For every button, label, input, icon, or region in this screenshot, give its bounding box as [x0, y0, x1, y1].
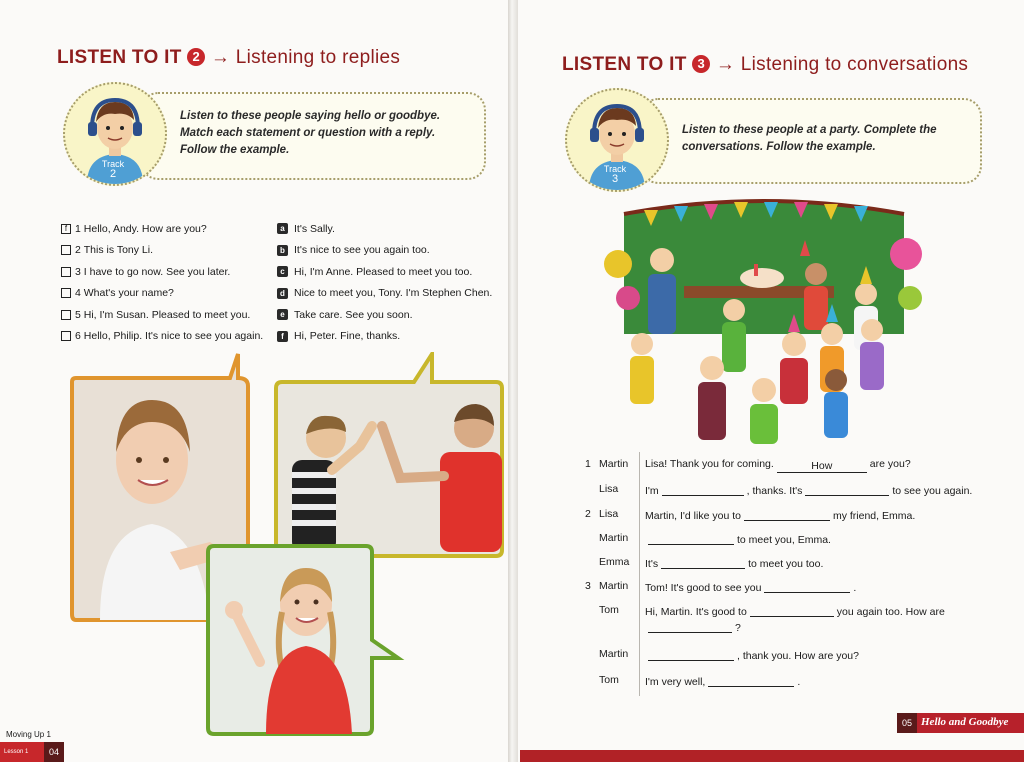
list-item [277, 261, 492, 283]
statement-text: This is Tony Li. [83, 244, 154, 257]
track-number: 2 [109, 168, 117, 180]
page-number: 04 [44, 742, 64, 762]
dialogue-text: are you? [869, 458, 911, 470]
reply-letter-badge: d [277, 288, 288, 299]
conversation-number: 3 [585, 580, 591, 592]
dialogue-text: It's [645, 558, 659, 570]
reply-letter-badge: e [277, 309, 288, 320]
instruction-line: Match each statement or question with a reply. [180, 127, 436, 139]
item-number: 3 [75, 265, 81, 278]
dialogue-text: you again too. How are [836, 606, 945, 618]
item-number: 2 [75, 244, 81, 257]
list-item [61, 240, 263, 262]
reply-text: Take care. See you soon. [294, 308, 413, 321]
heading-caps: LISTEN TO IT [562, 54, 687, 75]
conversation-number: 1 [585, 458, 591, 470]
photo-collage [60, 352, 510, 737]
reply-letter-badge: b [277, 245, 288, 256]
party-illustration [604, 194, 930, 450]
dialogue-text: I'm [645, 485, 659, 497]
speaker-name: Tom [599, 604, 619, 616]
answer-blank[interactable] [805, 483, 889, 496]
reply-text: Hi, Peter. Fine, thanks. [294, 330, 401, 343]
reply-text: It's nice to see you again too. [294, 244, 430, 257]
conversation-number: 2 [585, 508, 591, 520]
reply-text: Nice to meet you, Tony. I'm Stephen Chen. [294, 287, 493, 300]
speaker-name: Martin [599, 458, 629, 470]
dialogue-text: , thanks. It's [746, 485, 803, 497]
instruction-text [180, 108, 440, 159]
answer-blank[interactable] [661, 556, 745, 569]
statement-text: Hello, Andy. How are you? [83, 222, 207, 235]
list-item [61, 261, 263, 283]
dialogue-line [575, 620, 995, 638]
instruction-line: conversations. Follow the example. [682, 141, 876, 153]
speaker-name: Martin [599, 532, 629, 544]
list-item [277, 218, 492, 240]
reply-list [277, 218, 492, 347]
dialogue-line [575, 556, 995, 574]
dialogue-text: , thank you. How are you? [737, 650, 859, 662]
heading-arrow: → [210, 47, 231, 68]
lesson-title: Hello and Goodbye [921, 716, 1009, 728]
answer-blank[interactable] [744, 508, 830, 521]
item-number: 4 [75, 287, 81, 300]
statement-text: I have to go now. See you later. [83, 265, 231, 278]
heading-number-badge: 3 [692, 55, 710, 73]
track-number: 3 [611, 173, 619, 185]
dialogue-text: Lisa! Thank you for coming. [645, 458, 774, 470]
statement-text: Hi, I'm Susan. Pleased to meet you. [83, 308, 251, 321]
statement-text: What's your name? [83, 287, 174, 300]
heading-caps: LISTEN TO IT [57, 47, 182, 68]
answer-box[interactable] [61, 288, 71, 298]
instruction-line: Listen to these people saying hello or goodbye. [180, 110, 441, 122]
answer-blank[interactable]: How [777, 460, 867, 473]
speaker-name: Martin [599, 648, 629, 660]
speaker-name: Martin [599, 580, 629, 592]
dialogue-text: Hi, Martin. It's good to [645, 606, 747, 618]
reply-letter-badge: c [277, 266, 288, 277]
list-item [61, 218, 263, 240]
answer-blank[interactable] [764, 580, 850, 593]
speaker-name: Lisa [599, 508, 619, 520]
track-label [93, 159, 133, 179]
track-label [595, 164, 635, 184]
answer-box[interactable] [61, 331, 71, 341]
answer-box[interactable] [61, 267, 71, 277]
dialogue-text: . [797, 676, 801, 688]
balloon-icon [890, 238, 922, 270]
instruction-text [682, 122, 937, 156]
list-item [61, 283, 263, 305]
item-number: 5 [75, 308, 81, 321]
answer-box[interactable] [61, 310, 71, 320]
right-heading [562, 54, 968, 76]
reply-letter-badge: a [277, 223, 288, 234]
dialogue-text: Tom! It's good to see you [645, 582, 762, 594]
list-item [61, 326, 263, 348]
dialogue-text: to meet you, Emma. [737, 534, 831, 546]
answer-blank[interactable] [648, 620, 732, 633]
list-item [277, 326, 492, 348]
dialogue-text: to see you again. [892, 485, 973, 497]
balloon-icon [898, 286, 922, 310]
answer-box[interactable] [61, 245, 71, 255]
list-item [277, 304, 492, 326]
list-item [61, 304, 263, 326]
track-word: Track [101, 159, 125, 169]
right-footer [897, 713, 1024, 733]
heading-number-badge: 2 [187, 48, 205, 66]
page-bottom-band [520, 750, 1024, 762]
dialogue-text: ? [735, 622, 741, 634]
dialogue-line [575, 458, 995, 476]
heading-subtitle: Listening to replies [235, 47, 401, 68]
answer-blank[interactable] [662, 483, 744, 496]
reply-text: Hi, I'm Anne. Pleased to meet you too. [294, 265, 473, 278]
list-item [277, 240, 492, 262]
balloon-icon [616, 286, 640, 310]
statement-text: Hello, Philip. It's nice to see you again. [83, 330, 264, 343]
item-number: 1 [75, 222, 81, 235]
dialogue-text: to meet you too. [748, 558, 824, 570]
answer-blank[interactable] [648, 648, 734, 661]
dialogue-line [575, 648, 995, 666]
instruction-line: Listen to these people at a party. Complete the [682, 124, 937, 136]
dialogue-line [575, 483, 995, 501]
page-number: 05 [897, 713, 917, 733]
list-item [277, 283, 492, 305]
dialogue-line [575, 508, 995, 526]
speaker-name: Emma [599, 556, 630, 568]
dialogue-text: Martin, I'd like you to [645, 510, 741, 522]
item-number: 6 [75, 330, 81, 343]
dialogue-line [575, 532, 995, 550]
left-heading [57, 47, 400, 69]
lesson-badge: Lesson 1 [0, 742, 44, 762]
dialogue-text: . [853, 582, 857, 594]
reply-text: It's Sally. [294, 222, 335, 235]
statement-list [61, 218, 263, 347]
dialogue-line [575, 580, 995, 598]
dialogue-line [575, 674, 995, 692]
answer-blank[interactable] [708, 674, 794, 687]
dialogue-text: my friend, Emma. [832, 510, 916, 522]
dialogue-text: I'm very well, [645, 676, 706, 688]
answer-blank[interactable] [750, 604, 834, 617]
heading-subtitle: Listening to conversations [740, 54, 969, 75]
answer-box[interactable]: f [61, 224, 71, 234]
cake-icon [740, 268, 784, 288]
track-word: Track [603, 164, 627, 174]
speaker-name: Tom [599, 674, 619, 686]
heading-arrow: → [715, 54, 736, 75]
reply-letter-badge: f [277, 331, 288, 342]
balloon-icon [604, 250, 632, 278]
instruction-line: Follow the example. [180, 144, 290, 156]
speaker-name: Lisa [599, 483, 619, 495]
book-title: Moving Up 1 [6, 730, 51, 739]
answer-blank[interactable] [648, 532, 734, 545]
